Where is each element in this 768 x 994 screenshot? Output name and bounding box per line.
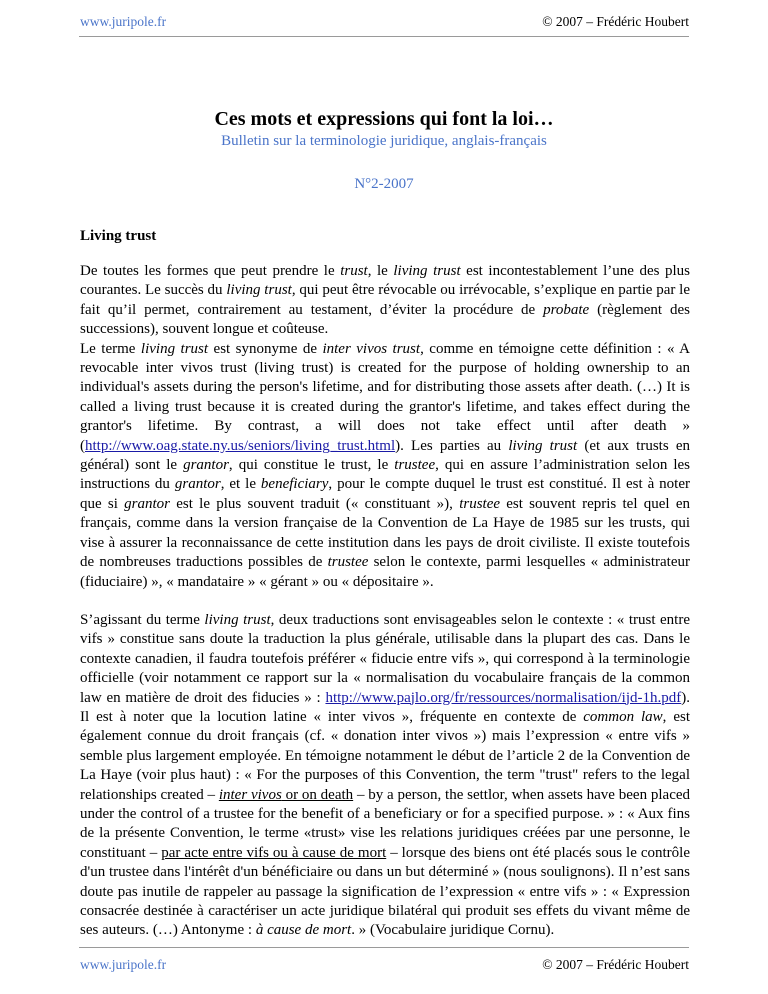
footer-site-link[interactable]: www.juripole.fr (80, 957, 167, 972)
text: (et aux trusts en général) sont le (80, 437, 691, 474)
paragraph-1 (80, 262, 690, 340)
term-living-trust: living trust (226, 282, 292, 299)
page-header (79, 12, 689, 37)
text: , qui en assure l’administration selon les instructions du (80, 457, 691, 493)
text: est souvent repris tel quel en français, comme dans la version française de la Convention de La Haye de 1985 sur les trusts, qui vise à assurer la reconnaissance de cette institution dans les pays de droit civiliste. Il existe toutefois de nombreuses traductions possibles de (80, 495, 690, 571)
text: , pour le compte duquel le trust est constitué. Il est à noter que si (80, 476, 690, 512)
oag-link[interactable]: http://www.oag.state.ny.us/seniors/living_trust.html (85, 437, 396, 454)
text: , le (367, 263, 394, 279)
text: , et le (220, 476, 261, 493)
header-site-link[interactable]: www.juripole.fr (80, 14, 167, 29)
footer-copyright: © 2007 – Frédéric Houbert (542, 957, 689, 972)
text: ). Les parties au (395, 437, 509, 454)
text: est synonyme de (208, 340, 323, 357)
term-living-trust: living trust (204, 611, 271, 628)
term-inter-vivos-trust: inter vivos trust (322, 340, 421, 357)
text: – by a person, the settlor, when assets have been placed under the control of a trustee for the benefit of a beneficiary or for a specified purpose. » : « Aux fins de la présente Convention, le terme «trust» vise les relations juridiques créées par une personne, le constituant – (80, 786, 691, 861)
term-inter-vivos: inter vivos (218, 786, 282, 803)
text: est incontestablement l’une des plus courantes. Le succès du (80, 263, 691, 299)
page-subtitle: Bulletin sur la terminologie juridique, anglais-français (221, 133, 547, 149)
text: , qui constitue le trust, le (228, 457, 395, 474)
term-grantor: grantor (124, 495, 171, 512)
text: S’agissant du terme (80, 611, 205, 628)
text: – lorsque des biens ont été placés sous le contrôle d'un trustee dans l'intérêt d'un bénéficiaire ou dans un but déterminé » (nous soulignons). Il n’est sans doute pas inutile de rappeler au passage la signification de l’expression « entre vifs » : « Expression consacrée destinée à caractériser un acte juridique bilatéral qui produit ses effets du vivant même de ses auteurs. (…) Antonyme : (80, 844, 690, 939)
underlined-or-on-death: or on death (281, 786, 354, 803)
term-living-trust: living trust (393, 263, 461, 279)
section-heading: Living trust (80, 228, 157, 244)
underlined-par-acte: par acte entre vifs ou à cause de mort (161, 844, 387, 861)
text: selon le contexte, parmi lesquelles « administrateur (fiduciaire) », « mandataire » « gérant » ou « dépositaire ». (80, 554, 691, 590)
term-grantor: grantor (183, 457, 229, 474)
pajlo-link[interactable]: http://www.pajlo.org/fr/ressources/normalisation/ijd-1h.pdf (325, 689, 682, 706)
term-trustee: trustee (327, 554, 369, 571)
term-trust: trust (340, 263, 368, 279)
term-grantor: grantor (174, 476, 221, 493)
paragraph-3 (80, 611, 690, 941)
term-living-trust: living trust (508, 437, 578, 454)
page-title: Ces mots et expressions qui font la loi… (214, 108, 554, 130)
term-common-law: common law (583, 708, 663, 725)
text: (règlement des successions), souvent longue et coûteuse. (80, 301, 691, 338)
text: , comme en témoigne cette définition : « A revocable inter vivos trust (living trust) is created for the purpose of holding ownership to an individual's assets during the person's lifetime, and for distributing those assets after death. (…) It is called a living trust because it is created during the grantor's lifetime, and takes effect during the grantor's lifetime. By contrast, a will does not take effect until after death » ( (80, 340, 691, 454)
header-copyright: © 2007 – Frédéric Houbert (542, 14, 689, 29)
term-probate: probate (543, 301, 590, 318)
text: est le plus souvent traduit (« constituant »), (170, 495, 460, 512)
term-trustee: trustee (394, 457, 436, 474)
page-footer (79, 947, 689, 976)
text: , deux traductions sont envisageables selon le contexte : « trust entre vifs » constitue sans doute la traduction la plus générale, utilisable dans la plupart des cas. Dans le contexte canadien, il faudra toutefois préférer « fiducie entre vifs », qui correspond à la terminologie officielle (voir notamment ce rapport sur la « normalisation du vocabulaire français de la common law en matière de droit des fiducies » : (80, 611, 691, 706)
text: . » (Vocabulaire juridique Cornu). (351, 922, 555, 939)
text: Le terme (80, 340, 141, 357)
text: , est également connue du droit français (cf. « donation inter vivos ») mais l’expression « entre vifs » semble plus largement employée. En témoigne notamment le début de l’article 2 de la Convention de La Haye (voir plus haut) : « For the purposes of this Convention, the term "trust" refers to the legal relationships created – (80, 708, 690, 803)
article-body (80, 262, 690, 941)
text: , qui peut être révocable ou irrévocable, s’explique en partie par le fait qu’il permet, contrairement au testament, d’éviter la procédure de (80, 282, 691, 318)
text: De toutes les formes que peut prendre le (80, 263, 341, 279)
issue-number: N°2-2007 (354, 176, 414, 192)
term-beneficiary: beneficiary (260, 476, 329, 493)
text: ). Il est à noter que la locution latine « inter vivos », fréquente en contexte de (80, 689, 690, 725)
paragraph-2 (80, 340, 690, 592)
term-a-cause-de-mort: à cause de mort (255, 922, 352, 939)
term-living-trust: living trust (140, 340, 209, 357)
term-trustee: trustee (459, 495, 501, 512)
